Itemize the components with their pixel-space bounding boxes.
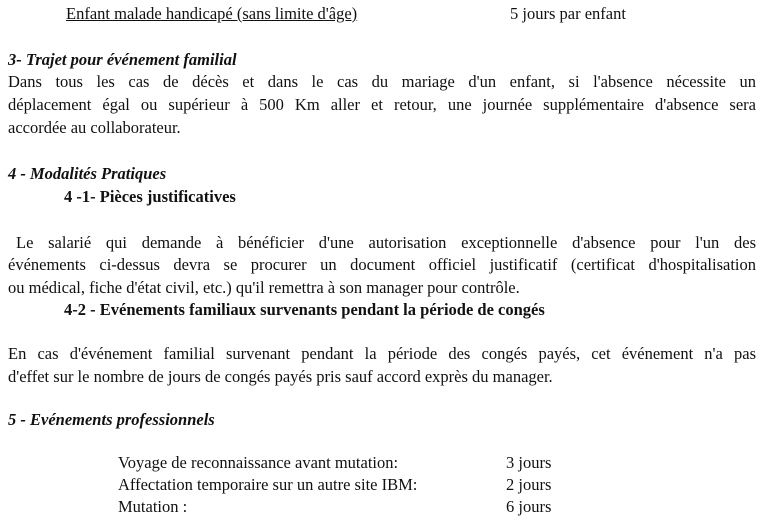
top-item-label: Enfant malade handicapé (sans limite d'âge) bbox=[66, 4, 358, 23]
section5-row-value: 6 jours bbox=[506, 497, 552, 516]
top-item-value: 5 jours par enfant bbox=[510, 4, 626, 23]
section4-1-line: Le salarié qui demande à bénéficier d'une autorisation exceptionnelle d'absence pour l'un des bbox=[16, 233, 756, 252]
section5-row-label: Voyage de reconnaissance avant mutation: bbox=[118, 453, 399, 472]
section5-row-value: 3 jours bbox=[506, 453, 552, 472]
section3-line: Dans tous les cas de décès et dans le cas du mariage d'un enfant, si l'absence nécessite un bbox=[8, 72, 756, 91]
section5-title: 5 - Evénements professionnels bbox=[8, 410, 215, 429]
section3-line: déplacement égal ou supérieur à 500 Km aller et retour, une journée supplémentaire d'absence sera bbox=[8, 95, 756, 114]
section3-line: accordée au collaborateur. bbox=[8, 118, 181, 137]
section4-2-line: d'effet sur le nombre de jours de congés payés pris sauf accord exprès du manager. bbox=[8, 367, 553, 386]
section4-1-title: 4 -1- Pièces justificatives bbox=[64, 187, 236, 206]
section5-row-label: Affectation temporaire sur un autre site IBM: bbox=[118, 475, 418, 494]
section4-1-line: événements ci-dessus devra se procurer un document officiel justificatif (certificat d'hospitalisation bbox=[8, 255, 756, 274]
section4-2-title: 4-2 - Evénements familiaux survenants pendant la période de congés bbox=[64, 300, 545, 319]
section4-title: 4 - Modalités Pratiques bbox=[8, 164, 167, 183]
section3-title: 3- Trajet pour événement familial bbox=[8, 50, 237, 69]
section4-2-line: En cas d'événement familial survenant pendant la période des congés payés, cet événement n'a pas bbox=[8, 344, 756, 363]
section5-row-label: Mutation : bbox=[118, 497, 188, 516]
section5-row-value: 2 jours bbox=[506, 475, 552, 494]
section4-1-line: ou médical, fiche d'état civil, etc.) qu'il remettra à son manager pour contrôle. bbox=[8, 278, 520, 297]
